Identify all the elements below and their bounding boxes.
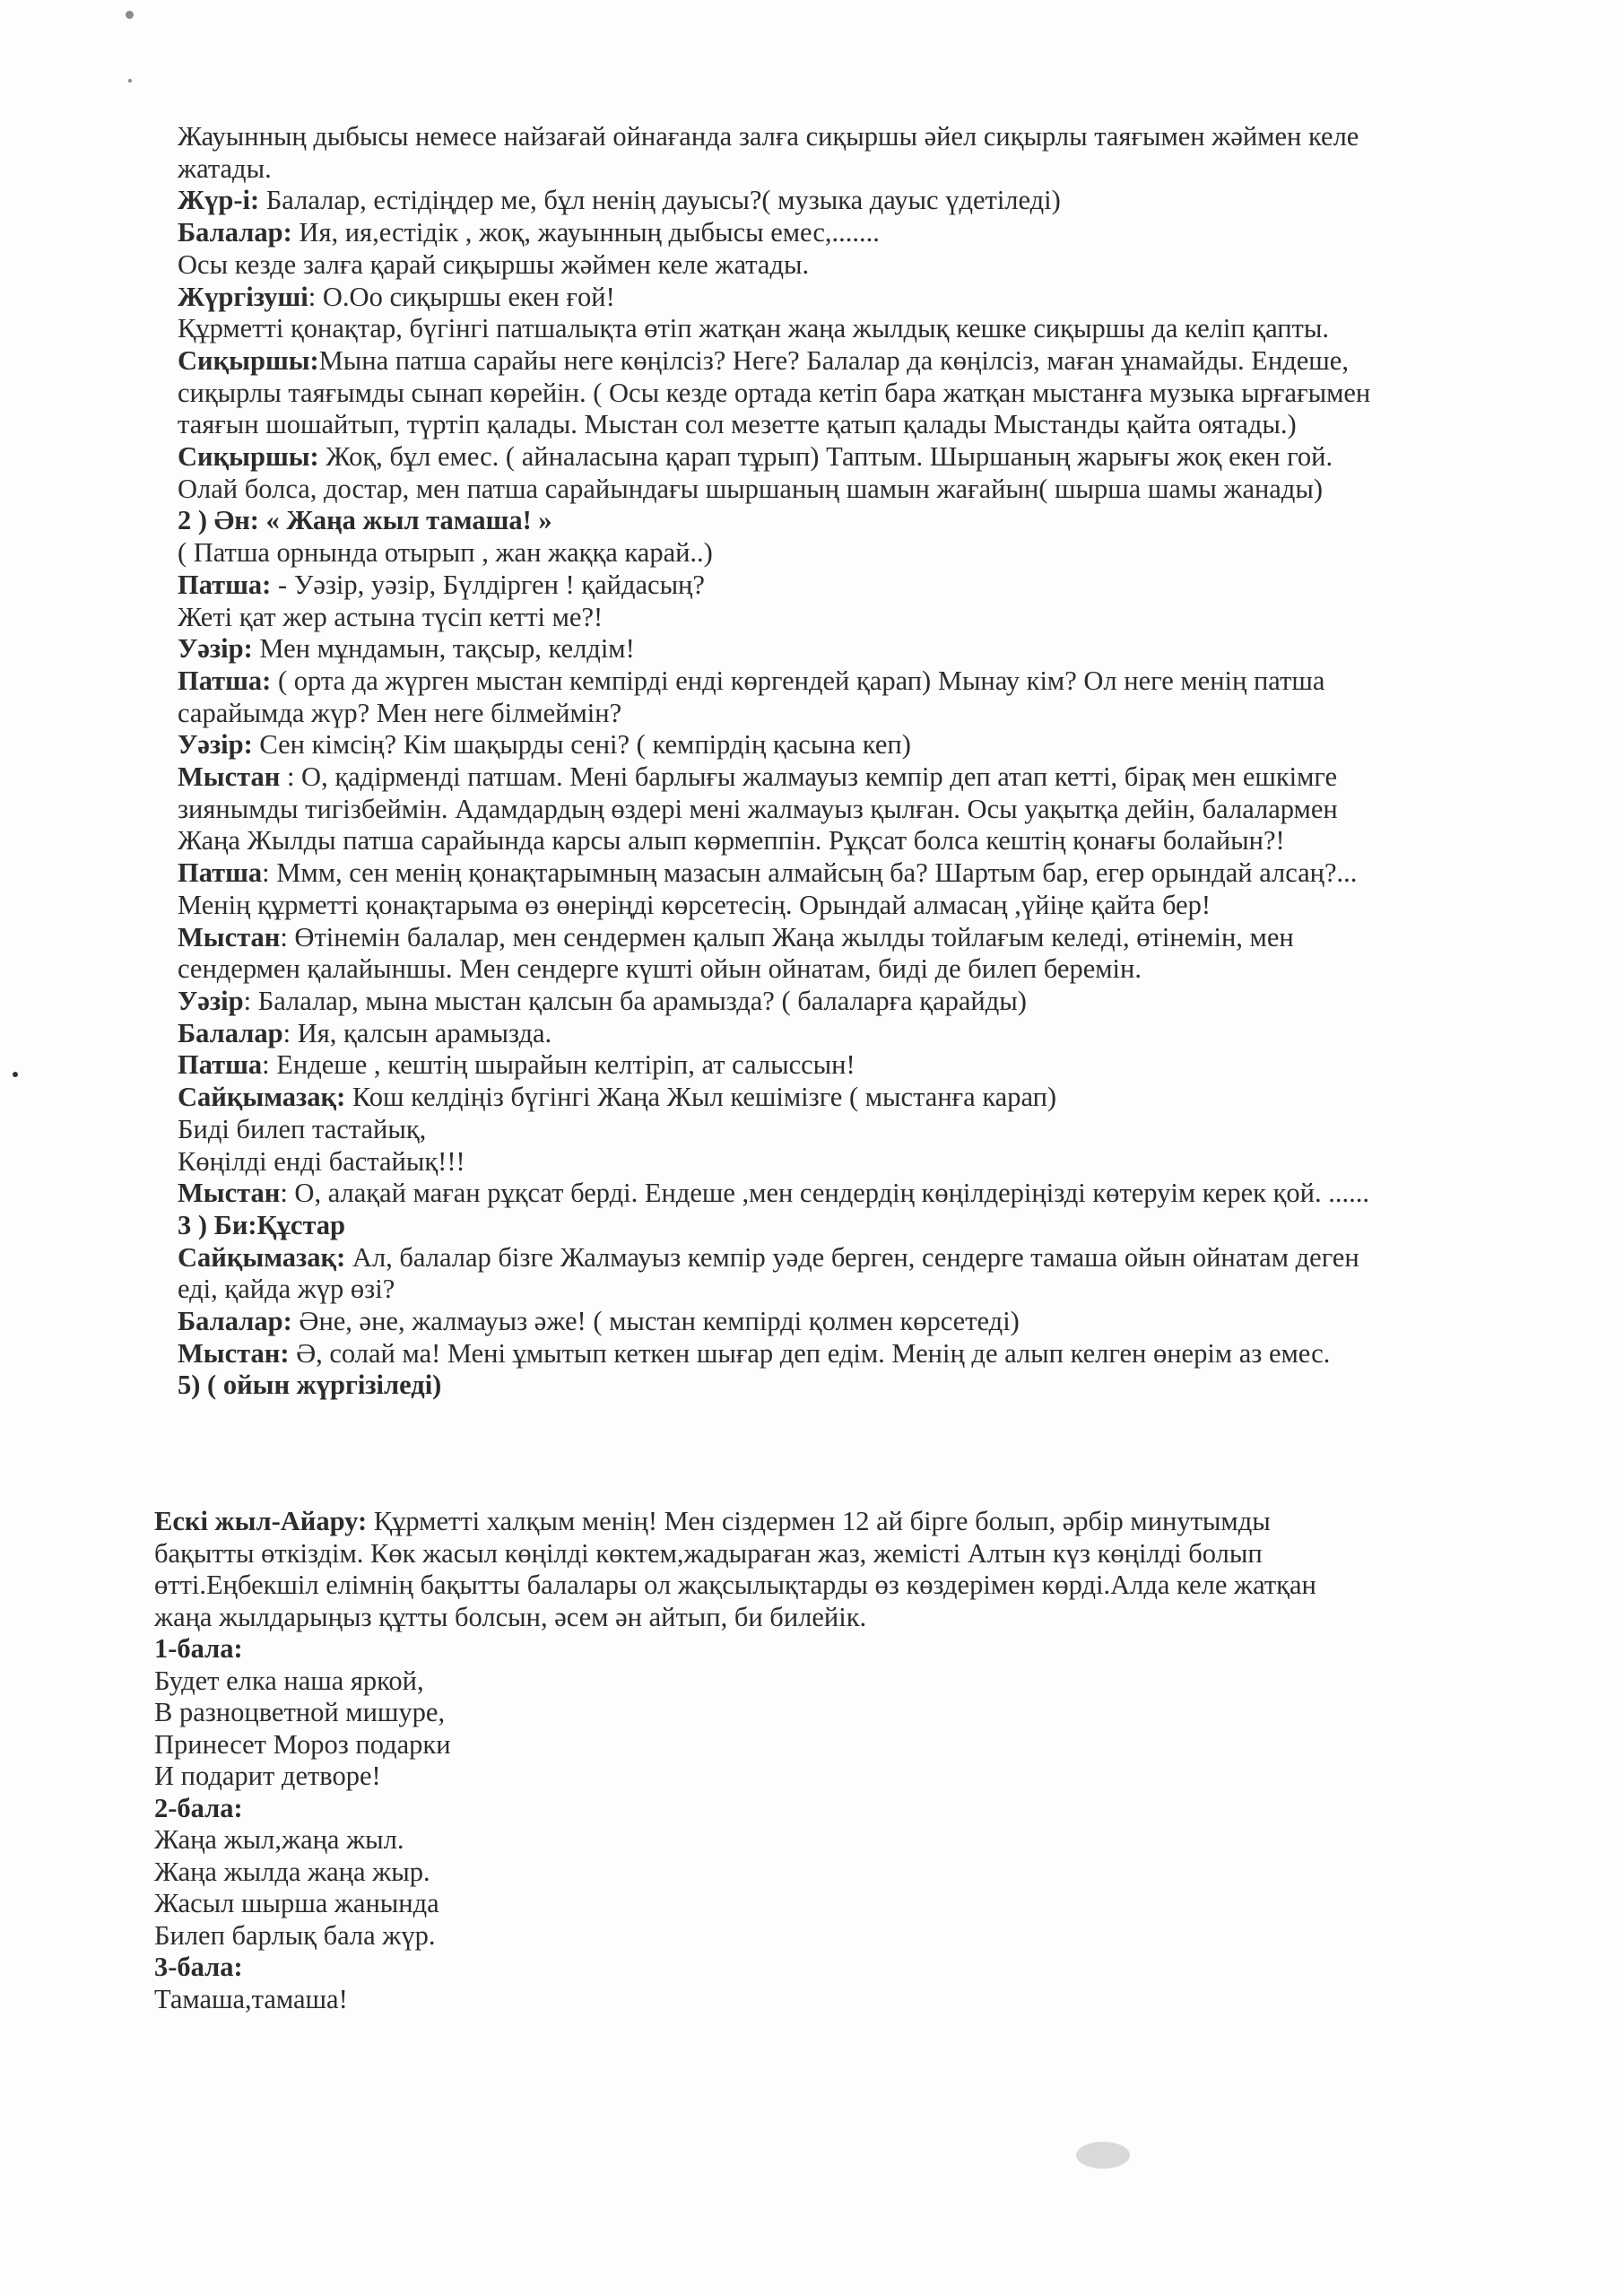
speaker-label: Ескі жыл-Айару:: [154, 1506, 368, 1536]
line-text: Биді билеп тастайық,: [178, 1113, 427, 1144]
text-line: [178, 441, 1496, 474]
text-line: [178, 633, 1496, 665]
text-line: [178, 953, 1496, 986]
scan-speck: [126, 11, 134, 19]
line-text: Жаңа жыл,жаңа жыл.: [154, 1824, 404, 1855]
line-text: Құрметті қонақтар, бүгінгі патшалықта өтіп жатқан жаңа жылдық кешке сиқыршы да келіп қапты.: [178, 313, 1329, 344]
speaker-label: Балалар:: [178, 217, 292, 248]
line-text: Сен кімсің? Кім шақырды сені? ( кемпірдің қасына кеп): [252, 729, 911, 761]
text-line: [178, 249, 1496, 282]
text-line: [178, 1018, 1496, 1050]
line-text: Жасыл шырша жанында: [154, 1888, 439, 1918]
text-line: [154, 1920, 1455, 1952]
text-line: [178, 282, 1496, 314]
text-line: [154, 1633, 1455, 1665]
text-line: [178, 1274, 1496, 1306]
text-line: [178, 185, 1496, 217]
text-line: [178, 153, 1496, 186]
text-line: [178, 1082, 1496, 1114]
text-line: [178, 1146, 1496, 1178]
text-line: [178, 1114, 1496, 1146]
text-line: [154, 1857, 1455, 1889]
line-text: Жауынның дыбысы немесе найзағай ойнағанда залға сиқыршы әйел сиқырлы таяғымен жәймен келе: [178, 121, 1359, 152]
line-text: : Ммм, сен менің қонақтарымның мазасын алмайсың ба? Шартым бар, егер орындай алсаң?...: [262, 857, 1358, 889]
text-line: [154, 1506, 1455, 1538]
speaker-label: Сайқымазақ:: [178, 1241, 346, 1273]
text-line: [154, 1570, 1455, 1602]
speaker-label: 5) ( ойын жүргізіледі): [178, 1370, 442, 1401]
text-line: [154, 1888, 1455, 1920]
text-line: [178, 409, 1496, 441]
text-line: [154, 1824, 1455, 1857]
text-line: [178, 313, 1496, 345]
line-text: : Ия, қалсын арамызда.: [282, 1017, 552, 1048]
scan-speck: [128, 79, 132, 83]
speaker-label: Жүр-і:: [178, 185, 260, 216]
line-text: еді, қайда жүр өзі?: [178, 1274, 395, 1305]
line-text: Билеп барлық бала жүр.: [154, 1919, 436, 1951]
line-text: жатады.: [178, 152, 272, 184]
line-text: Жаңа Жылды патша сарайында карсы алып көрмеппін. Рұқсат болса кештің қонағы болайын?!: [178, 825, 1285, 857]
speaker-label: Балалар: [178, 1017, 283, 1048]
line-text: : Өтінемін балалар, мен сендермен қалып Жаңа жылды тойлағым келеді, өтінемін, мен: [280, 921, 1294, 952]
scan-speck: [13, 1072, 18, 1077]
text-line: [178, 474, 1496, 506]
text-line: [178, 121, 1496, 153]
speaker-label: Патша:: [178, 569, 272, 600]
text-line: [178, 602, 1496, 634]
speaker-label: 2 ) Ән: « Жаңа жыл тамаша! »: [178, 505, 552, 536]
line-text: Мына патша сарайы неге көңілсіз? Неге? Балалар да көңілсіз, маған ұнамайды. Ендеше,: [318, 344, 1349, 376]
line-text: Әне, әне, жалмауыз әже! ( мыстан кемпірді қолмен көрсетеді): [291, 1306, 1020, 1337]
line-text: Менің құрметті қонақтарыма өз өнеріңді көрсетесің. Орындай алмасаң ,үйіңе қайта бер!: [178, 889, 1211, 920]
text-line: [178, 1210, 1496, 1242]
line-text: Осы кезде залға қарай сиқыршы жәймен келе жатады.: [178, 248, 810, 280]
speaker-label: 2-бала:: [154, 1792, 243, 1823]
text-line: [178, 1242, 1496, 1274]
line-text: Принесет Мороз подарки: [154, 1728, 451, 1760]
text-line: [154, 1761, 1455, 1793]
line-text: В разноцветной мишуре,: [154, 1697, 446, 1727]
line-text: Тамаша,тамаша!: [154, 1983, 348, 2014]
line-text: Балалар, естідіңдер ме, бұл ненің дауысы?( музыка дауыс үдетіледі): [259, 185, 1061, 216]
text-line: [178, 922, 1496, 954]
script-section-2: [154, 1506, 1455, 2015]
text-line: [178, 1306, 1496, 1338]
speaker-label: 1-бала:: [154, 1633, 243, 1664]
line-text: Жоқ, бұл емес. ( айналасына қарап тұрып) Таптым. Шыршаның жарығы жоқ екен гой.: [318, 441, 1333, 473]
speaker-label: Сиқыршы:: [178, 441, 319, 473]
text-line: [154, 1729, 1455, 1761]
line-text: жаңа жылдарыңыз құтты болсын, әсем ән айтып, би билейік.: [154, 1601, 867, 1632]
line-text: Жеті қат жер астына түсіп кетті ме?!: [178, 601, 604, 632]
line-text: Мен мұндамын, тақсыр, келдім!: [252, 633, 635, 665]
speaker-label: Патша: [178, 857, 263, 889]
speaker-label: Сиқыршы:: [178, 344, 319, 376]
line-text: - Уәзір, уәзір, Бүлдірген ! қайдасың?: [271, 569, 705, 600]
speaker-label: Мыстан: [178, 761, 281, 793]
text-line: [178, 729, 1496, 761]
text-line: [178, 505, 1496, 537]
speaker-label: Сайқымазақ:: [178, 1082, 346, 1113]
line-text: : О, қадірменді патшам. Мені барлығы жалмауыз кемпір деп атап кетті, бірақ мен ешкімге: [280, 761, 1338, 793]
speaker-label: Мыстан:: [178, 1337, 290, 1369]
text-line: [178, 1049, 1496, 1082]
script-section-1: [178, 121, 1496, 1402]
text-line: [178, 570, 1496, 602]
speaker-label: Мыстан: [178, 921, 281, 952]
text-line: [178, 761, 1496, 794]
speaker-label: Патша: [178, 1049, 263, 1081]
text-line: [154, 1602, 1455, 1634]
text-line: [154, 1984, 1455, 2016]
line-text: зиянымды тигізбеймін. Адамдардың өздері мені жалмауыз қылған. Осы уақытқа дейін, балалармен: [178, 793, 1338, 824]
line-text: Кош келдіңіз бүгінгі Жаңа Жыл кешімізге ( мыстанға карап): [345, 1082, 1057, 1113]
text-line: [178, 537, 1496, 570]
speaker-label: Жүргізуші: [178, 281, 308, 312]
text-line: [154, 1952, 1455, 1984]
speaker-label: Уәзір: [178, 985, 244, 1016]
line-text: таяғын шошайтып, түртіп қалады. Мыстан сол мезетте қатып қалады Мыстанды қайта оятады.): [178, 409, 1297, 440]
text-line: [178, 217, 1496, 249]
text-line: [154, 1665, 1455, 1698]
speaker-label: Патша:: [178, 665, 272, 696]
line-text: : О, алақай маған рұқсат берді. Ендеше ,мен сендердің көңілдеріңізді көтеруім керек қой. ......: [280, 1178, 1369, 1209]
line-text: Ә, солай ма! Мені ұмытып кеткен шығар деп едім. Менің де алып келген өнерім аз емес.: [289, 1337, 1331, 1369]
line-text: Ал, балалар бізге Жалмауыз кемпір уәде берген, сендерге тамаша ойын ойнатам деген: [345, 1241, 1359, 1273]
line-text: Ия, ия,естідік , жоқ, жауынның дыбысы емес,.......: [291, 217, 880, 248]
line-text: Будет елка наша яркой,: [154, 1665, 424, 1696]
text-line: [178, 794, 1496, 826]
text-line: [178, 1178, 1496, 1210]
speaker-label: Мыстан: [178, 1178, 281, 1209]
text-line: [154, 1538, 1455, 1570]
line-text: Олай болса, достар, мен патша сарайындағы шыршаның шамын жағайын( шырша шамы жанады): [178, 473, 1324, 504]
line-text: : Балалар, мына мыстан қалсын ба арамызда? ( балаларға қарайды): [243, 985, 1027, 1016]
line-text: : Ендеше , кештің шырайын келтіріп, ат салыссын!: [262, 1049, 855, 1081]
line-text: бақытты өткіздім. Көк жасыл көңілді көктем,жадыраған жаз, жемісті Алтын күз көңілді болып: [154, 1537, 1263, 1569]
line-text: И подарит детворе!: [154, 1761, 381, 1791]
text-line: [178, 1338, 1496, 1370]
line-text: сиқырлы таяғымды сынап көрейін. ( Осы кезде ортада кетіп бара жатқан мыстанға музыка ырғағымен: [178, 377, 1371, 408]
speaker-label: Уәзір:: [178, 729, 253, 761]
line-text: өтті.Еңбекшіл елімнің бақытты балалары ол жақсылықтарды өз көздерімен көрді.Алда келе жатқан: [154, 1570, 1316, 1600]
speaker-label: Уәзір:: [178, 633, 253, 665]
scan-smudge: [1076, 2142, 1130, 2169]
line-text: Құрметті халқым менің! Мен сіздермен 12 ай бірге болып, әрбір минутымды: [367, 1506, 1271, 1536]
text-line: [154, 1793, 1455, 1825]
speaker-label: 3-бала:: [154, 1952, 243, 1982]
text-line: [178, 698, 1496, 730]
text-line: [178, 857, 1496, 890]
text-line: [178, 986, 1496, 1018]
line-text: сарайымда жүр? Мен неге білмеймін?: [178, 697, 622, 728]
line-text: Көңілді енді бастайық!!!: [178, 1145, 465, 1177]
text-line: [154, 1697, 1455, 1729]
speaker-label: 3 ) Би:Құстар: [178, 1209, 346, 1240]
text-line: [178, 890, 1496, 922]
speaker-label: Балалар:: [178, 1306, 292, 1337]
text-line: [178, 825, 1496, 857]
line-text: Жаңа жылда жаңа жыр.: [154, 1856, 430, 1887]
text-line: [178, 345, 1496, 378]
text-line: [178, 665, 1496, 698]
text-line: [178, 1370, 1496, 1402]
text-line: [178, 378, 1496, 410]
line-text: сендермен қалайыншы. Мен сендерге күшті ойын ойнатам, биді де билеп беремін.: [178, 953, 1142, 985]
line-text: ( орта да жүрген мыстан кемпірді енді көргендей қарап) Мынау кім? Ол неге менің патша: [271, 665, 1325, 696]
line-text: ( Патша орнында отырып , жан жаққа карай..): [178, 537, 713, 569]
line-text: : О.Оо сиқыршы екен ғой!: [308, 281, 615, 312]
